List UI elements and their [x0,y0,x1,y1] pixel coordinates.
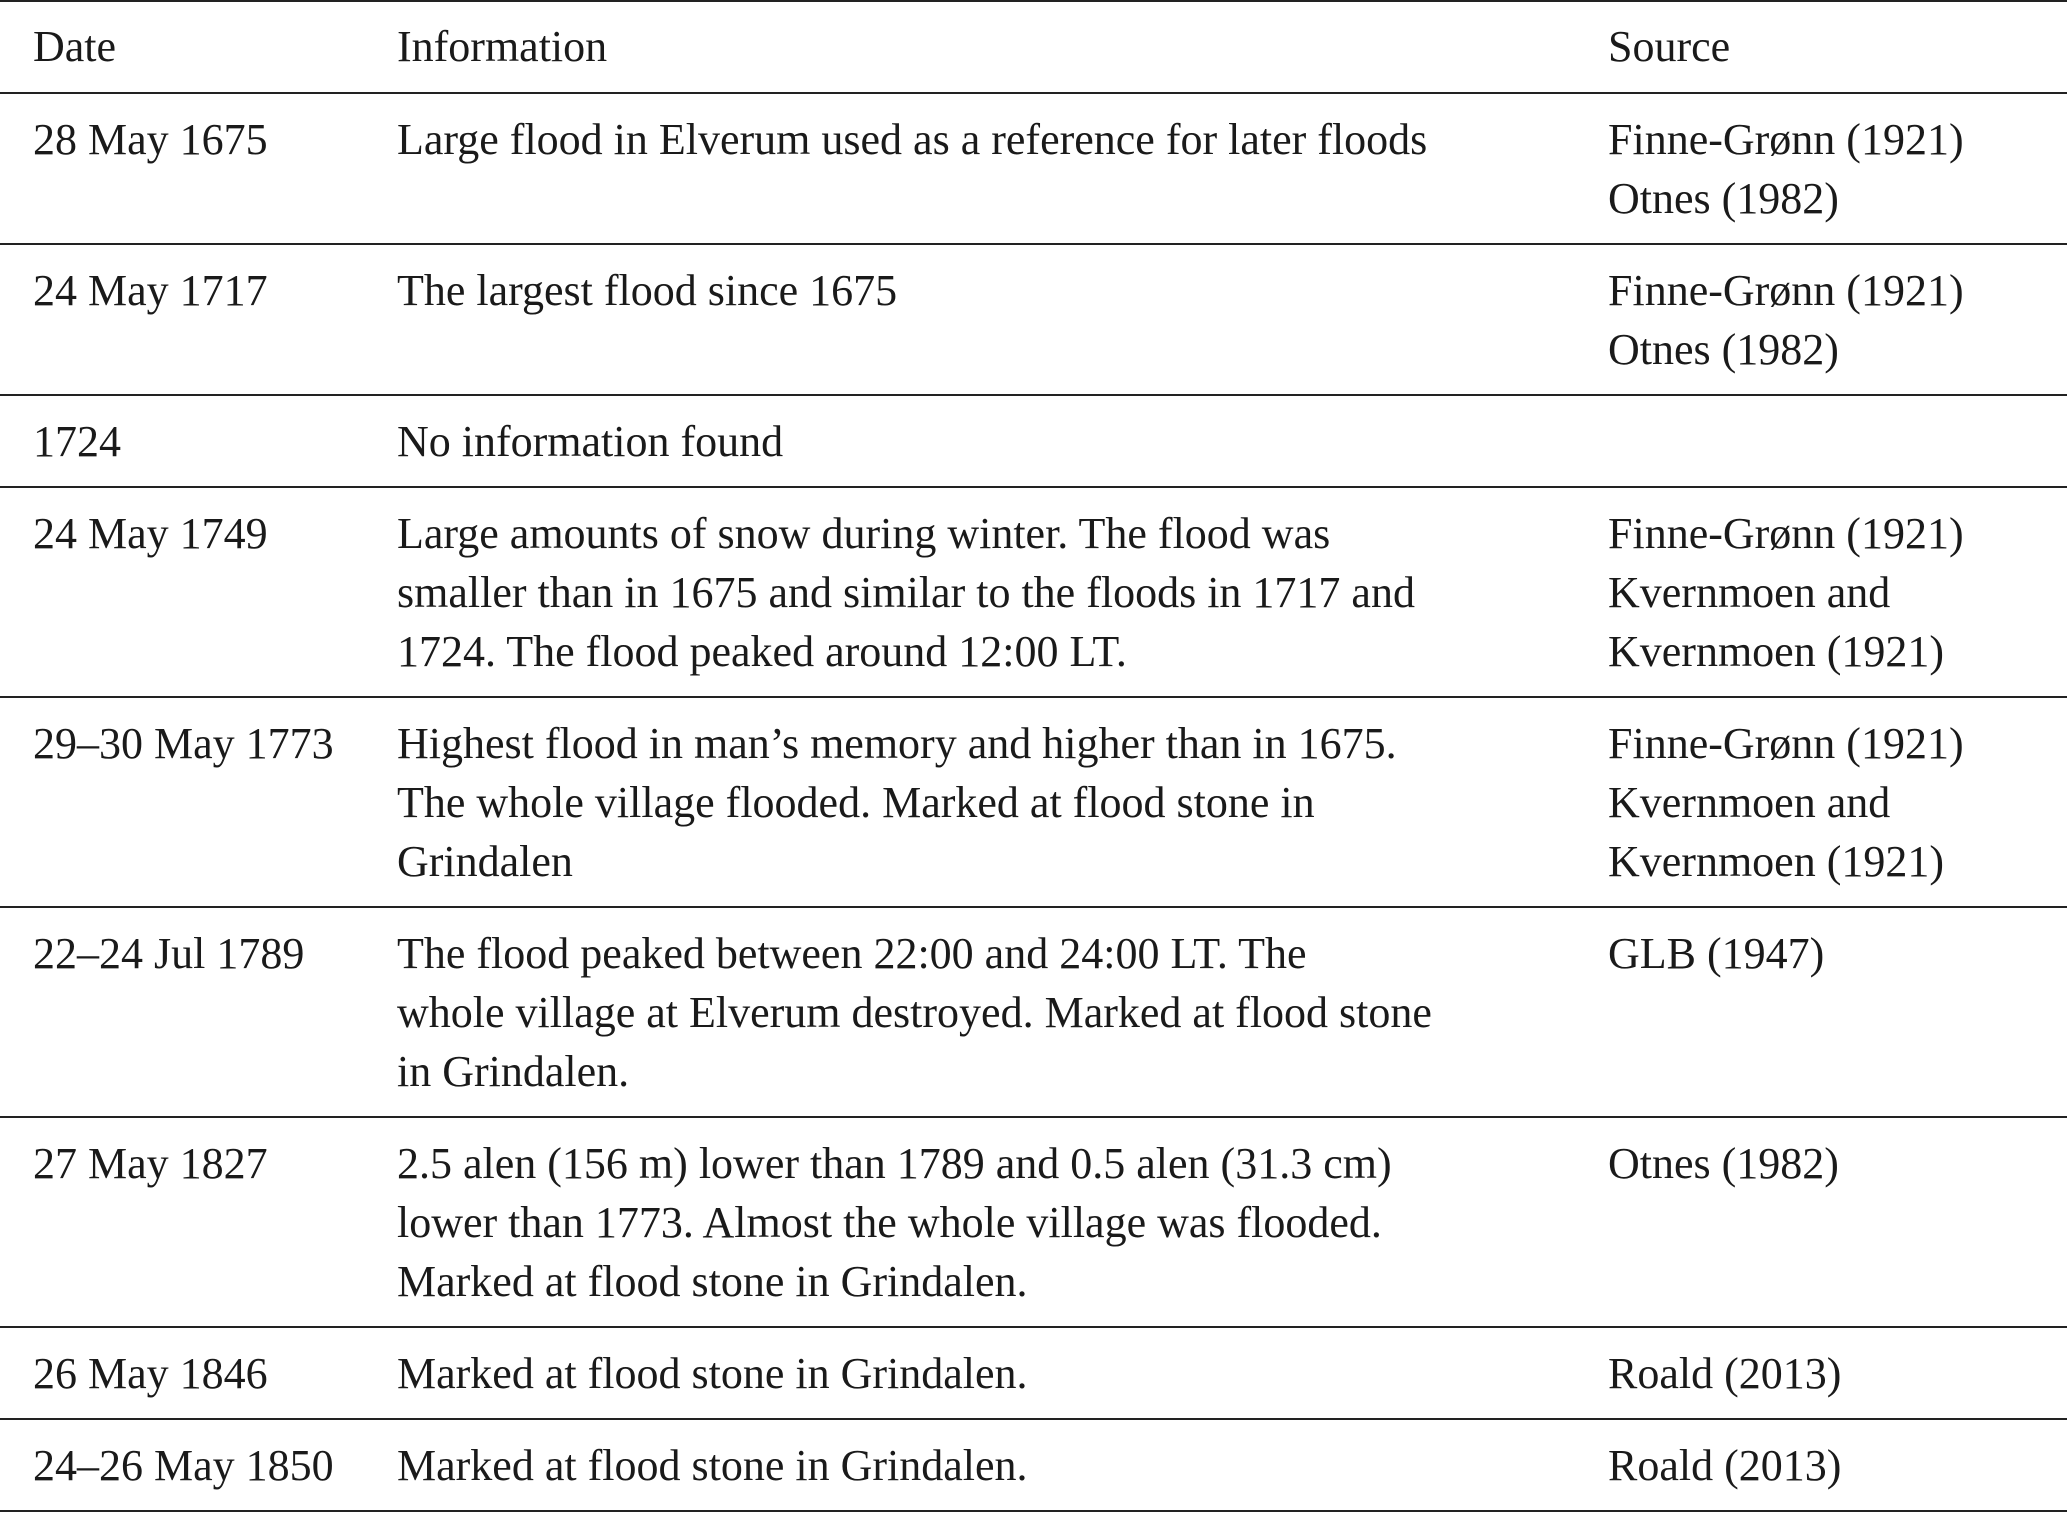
information-cell [397,907,1608,1117]
information-line: Marked at flood stone in Grindalen. [397,1441,1028,1490]
table-row [0,1117,2067,1327]
table-row [0,93,2067,244]
information-cell [397,487,1608,697]
date-cell: 24–26 May 1850 [33,1441,334,1490]
table-row [0,1419,2067,1511]
information-line: The whole village flooded. Marked at flood stone in [397,778,1315,827]
table-row [0,697,2067,907]
source-cell [1608,1419,2067,1511]
information-line: Marked at flood stone in Grindalen. [397,1257,1028,1306]
information-cell [397,1419,1608,1511]
information-cell [397,93,1608,244]
source-cell [1608,1327,2067,1419]
information-line: Large amounts of snow during winter. The flood was [397,509,1331,558]
date-cell: 24 May 1717 [33,266,268,315]
information-line: smaller than in 1675 and similar to the floods in 1717 and [397,568,1415,617]
source-cell [1608,697,2067,907]
source-line: Kvernmoen and [1608,778,1891,827]
table-row [0,487,2067,697]
date-cell: 26 May 1846 [33,1349,268,1398]
date-cell: 24 May 1749 [33,509,268,558]
information-cell [397,1117,1608,1327]
source-line: Otnes (1982) [1608,325,1839,374]
source-line: Roald (2013) [1608,1441,1842,1490]
information-line: Highest flood in man’s memory and higher than in 1675. [397,719,1397,768]
source-line: Kvernmoen (1921) [1608,627,1945,676]
source-line: Finne-Grønn (1921) [1608,266,1964,315]
source-line: Finne-Grønn (1921) [1608,719,1964,768]
information-line: lower than 1773. Almost the whole village was flooded. [397,1198,1382,1247]
information-line: Marked at flood stone in Grindalen. [397,1349,1028,1398]
information-line: whole village at Elverum destroyed. Marked at flood stone [397,988,1432,1037]
information-line: 1724. The flood peaked around 12:00 LT. [397,627,1127,676]
source-line: Otnes (1982) [1608,174,1839,223]
date-cell: 29–30 May 1773 [33,719,334,768]
information-cell [397,1327,1608,1419]
source-line: Finne-Grønn (1921) [1608,115,1964,164]
source-cell [1608,395,2067,487]
information-line: The largest flood since 1675 [397,266,898,315]
source-cell [1608,93,2067,244]
source-line: Finne-Grønn (1921) [1608,509,1964,558]
information-cell [397,244,1608,395]
header-source: Source [1608,22,1731,71]
table-row [0,395,2067,487]
source-line: Kvernmoen and [1608,568,1891,617]
source-cell [1608,244,2067,395]
header-date: Date [33,22,117,71]
table-row [0,1327,2067,1419]
source-cell [1608,1117,2067,1327]
source-line: GLB (1947) [1608,929,1825,978]
table-row [0,244,2067,395]
information-line: No information found [397,417,784,466]
source-line: Kvernmoen (1921) [1608,837,1945,886]
information-line: The flood peaked between 22:00 and 24:00 LT. The [397,929,1307,978]
source-line: Otnes (1982) [1608,1139,1839,1188]
source-cell [1608,907,2067,1117]
information-line: Large flood in Elverum used as a reference for later floods [397,115,1428,164]
information-cell [397,697,1608,907]
date-cell: 27 May 1827 [33,1139,268,1188]
table-row [0,907,2067,1117]
date-cell: 28 May 1675 [33,115,268,164]
header-row [0,1,2067,93]
date-cell: 22–24 Jul 1789 [33,929,305,978]
source-line: Roald (2013) [1608,1349,1842,1398]
date-cell: 1724 [33,417,121,466]
table-body [0,93,2067,1511]
information-cell [397,395,1608,487]
source-cell [1608,487,2067,697]
information-line: in Grindalen. [397,1047,630,1096]
header-information: Information [397,22,608,71]
information-line: Grindalen [397,837,573,886]
information-line: 2.5 alen (156 m) lower than 1789 and 0.5 alen (31.3 cm) [397,1139,1392,1188]
